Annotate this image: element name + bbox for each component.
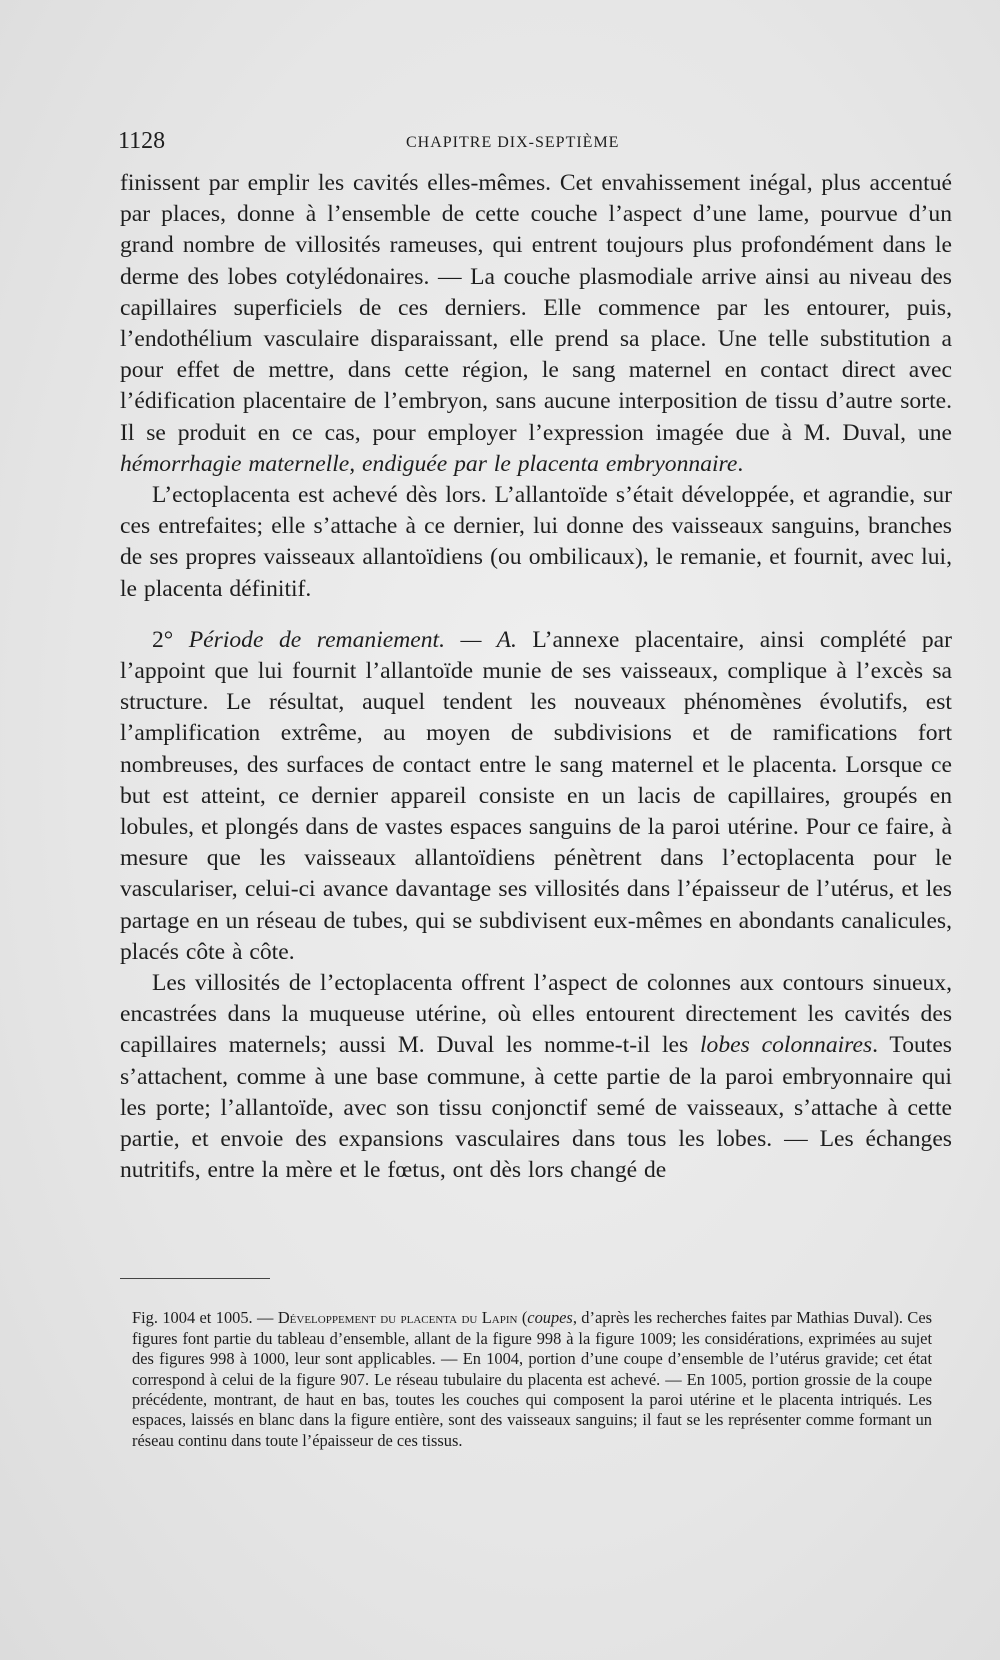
- paragraph-4: [120, 968, 952, 1186]
- paragraph-2: L’ectoplacenta est achevé dès lors. L’allantoïde s’était développée, et agrandie, sur ces entrefaites; elle s’attache à ce dernier, lui donne des vaisseaux sanguins, branches de ses propres vaisseaux allantoïdiens (ou ombilicaux), le remanie, et fournit, avec lui, le placenta définitif.: [120, 482, 952, 602]
- page-number: 1128: [118, 128, 166, 154]
- paragraph-3-number: 2°: [152, 626, 189, 653]
- paragraph-1-italic: hémorrhagie maternelle, endiguée par le placenta embryonnaire: [120, 450, 738, 477]
- chapter-title: CHAPITRE DIX-SEPTIÈME: [406, 134, 620, 151]
- paragraph-1-end: .: [737, 450, 744, 477]
- section-heading-remaniement: Période de remaniement. — A.: [188, 626, 517, 653]
- body-text: [120, 168, 952, 1187]
- caption-italic: coupes: [527, 1308, 573, 1328]
- caption-lead: Fig. 1004 et 1005. —: [132, 1308, 278, 1328]
- caption-title: Développement du placenta du Lapin: [277, 1308, 518, 1328]
- paragraph-3-text: L’annexe placentaire, ainsi complété par l’appoint que lui fournit l’allantoïde munie de ses vaisseaux, complique à l’excès sa structure. Le résultat, auquel tendent les nouveaux phénomènes évolutifs, est l’amplification extrême, au moyen de subdivisions et de ramifications fort nombreuses, des surfaces de contact entre le sang maternel et le placenta. Lorsque ce but est atteint, ce dernier appareil consiste en un lacis de capillaires, groupés en lobules, et plongés dans de vastes espaces sanguins de la paroi utérine. Pour ce faire, à mesure que les vaisseaux allantoïdiens pénètrent dans l’ectoplacenta pour le vasculariser, celui-ci avance davantage ses villosités dans l’épaisseur de l’utérus, et les partage en un réseau de tubes, qui se subdivisent eux-mêmes en abondants canalicules, placés côte à côte.: [120, 626, 952, 965]
- paragraph-1-text: finissent par emplir les cavités elles-mêmes. Cet envahissement inégal, plus accentué par places, donne à l’ensemble de cette couche l’aspect d’une lame, pourvue d’un grand nombre de villosités rameuses, qui entrent toujours plus profondément dans le derme des lobes cotylédonaires. — La couche plasmodiale arrive ainsi au niveau des capillaires superficiels de ces derniers. Elle commence par les entourer, puis, l’endothélium vasculaire disparaissant, elle prend sa place. Une telle substitution a pour effet de mettre, dans cette région, le sang maternel en contact direct avec l’édification placentaire de l’embryon, sans aucune interposition de tissu d’autre sorte. Il se produit en ce cas, pour employer l’expression imagée due à M. Duval, une: [120, 170, 952, 446]
- paragraph-1: [120, 168, 952, 480]
- caption-open-paren: (: [517, 1308, 528, 1328]
- caption-text: , d’après les recherches faites par Mathias Duval). Ces figures font partie du tableau d’ensemble, allant de la figure 998 à la figure 1009; les considérations, exprimées au sujet des figures 998 à 1000, leur sont applicables. — En 1004, portion d’une coupe d’ensemble de l’utérus gravide; cet état correspond à celui de la figure 907. Le réseau tubulaire du placenta est achevé. — En 1005, portion grossie de la coupe précédente, montrant, de haut en bas, toutes les couches qui composent la paroi utérine et le placenta intriqués. Les espaces, laissés en blanc dans la figure entière, sont des vaisseaux sanguins; il faut se les représenter comme formant un réseau continu dans toute l’épaisseur de ces tissus.: [132, 1308, 932, 1450]
- paragraph-3: [120, 625, 952, 968]
- footnote-rule: [120, 1278, 270, 1279]
- paragraph-4-text-b: . Toutes s’attachent, comme à une base commune, à cette partie de la paroi embryonnaire qui les porte; l’allantoïde, avec son tissu conjonctif semé de vaisseaux, s’attache à cette partie, et envoie des expansions vasculaires dans tous les lobes. — Les échanges nutritifs, entre la mère et le fœtus, ont dès lors changé de: [120, 1032, 952, 1184]
- running-head: [118, 128, 938, 158]
- paragraph-4-text-a: Les villosités de l’ectoplacenta offrent l’aspect de colonnes aux contours sinueux, encastrées dans la muqueuse utérine, où elles entourent directement les cavités des capillaires maternels; aussi M. Duval les nomme-t-il les: [120, 970, 952, 1059]
- figure-caption: [132, 1308, 932, 1451]
- paragraph-4-italic: lobes colonnaires: [700, 1032, 873, 1059]
